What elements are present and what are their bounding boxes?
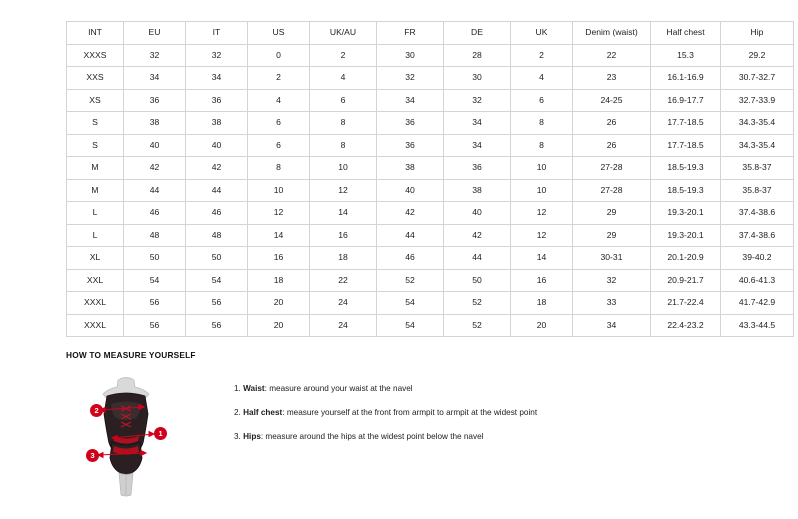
table-cell: 36 bbox=[186, 89, 248, 112]
table-row bbox=[67, 269, 794, 292]
table-cell: 29.2 bbox=[721, 44, 794, 67]
table-cell: 32.7-33.9 bbox=[721, 89, 794, 112]
table-cell: 48 bbox=[186, 224, 248, 247]
table-cell: 36 bbox=[444, 157, 511, 180]
table-cell: 8 bbox=[310, 112, 377, 135]
instruction-term: Waist bbox=[243, 384, 265, 393]
table-cell: 2 bbox=[511, 44, 573, 67]
table-cell: 44 bbox=[124, 179, 186, 202]
table-cell: 8 bbox=[310, 134, 377, 157]
table-cell: 39-40.2 bbox=[721, 247, 794, 270]
table-cell: 16.9-17.7 bbox=[651, 89, 721, 112]
table-cell: 10 bbox=[511, 157, 573, 180]
table-cell: 46 bbox=[186, 202, 248, 225]
table-cell: S bbox=[67, 112, 124, 135]
column-header: UK bbox=[511, 22, 573, 45]
callout-badge-waist: 1 bbox=[154, 427, 167, 440]
table-cell: 56 bbox=[186, 292, 248, 315]
table-cell: 10 bbox=[248, 179, 310, 202]
table-cell: 12 bbox=[248, 202, 310, 225]
table-cell: 20.9-21.7 bbox=[651, 269, 721, 292]
table-cell: 14 bbox=[310, 202, 377, 225]
table-cell: 18 bbox=[511, 292, 573, 315]
table-header-row bbox=[67, 22, 794, 45]
instruction-number: 3. bbox=[234, 431, 241, 441]
table-cell: S bbox=[67, 134, 124, 157]
table-cell: 54 bbox=[377, 292, 444, 315]
table-cell: 35.8-37 bbox=[721, 179, 794, 202]
table-cell: 38 bbox=[444, 179, 511, 202]
table-cell: 54 bbox=[186, 269, 248, 292]
table-cell: 2 bbox=[310, 44, 377, 67]
column-header: INT bbox=[67, 22, 124, 45]
table-cell: 30.7-32.7 bbox=[721, 67, 794, 90]
table-cell: 6 bbox=[248, 134, 310, 157]
table-cell: 33 bbox=[573, 292, 651, 315]
table-row bbox=[67, 224, 794, 247]
table-cell: 34.3-35.4 bbox=[721, 112, 794, 135]
table-cell: 32 bbox=[377, 67, 444, 90]
table-cell: 29 bbox=[573, 224, 651, 247]
table-cell: 37.4-38.6 bbox=[721, 202, 794, 225]
table-cell: 44 bbox=[186, 179, 248, 202]
table-cell: 23 bbox=[573, 67, 651, 90]
table-cell: 38 bbox=[377, 157, 444, 180]
table-cell: M bbox=[67, 157, 124, 180]
table-cell: 37.4-38.6 bbox=[721, 224, 794, 247]
table-cell: 6 bbox=[248, 112, 310, 135]
table-cell: 36 bbox=[377, 112, 444, 135]
table-cell: 29 bbox=[573, 202, 651, 225]
table-cell: 24 bbox=[310, 314, 377, 337]
instruction-term: Hips bbox=[243, 431, 261, 441]
table-cell: 34 bbox=[444, 112, 511, 135]
table-cell: 36 bbox=[124, 89, 186, 112]
table-cell: 56 bbox=[186, 314, 248, 337]
table-row bbox=[67, 112, 794, 135]
table-row bbox=[67, 247, 794, 270]
table-row bbox=[67, 202, 794, 225]
table-cell: 38 bbox=[124, 112, 186, 135]
table-cell: 2 bbox=[248, 67, 310, 90]
table-row bbox=[67, 157, 794, 180]
table-cell: 30-31 bbox=[573, 247, 651, 270]
table-cell: 6 bbox=[310, 89, 377, 112]
table-cell: 52 bbox=[444, 314, 511, 337]
table-cell: 42 bbox=[124, 157, 186, 180]
table-cell: 34 bbox=[124, 67, 186, 90]
table-row bbox=[67, 134, 794, 157]
callout-badge-half-chest: 2 bbox=[90, 404, 103, 417]
table-cell: 50 bbox=[186, 247, 248, 270]
table-cell: 12 bbox=[511, 202, 573, 225]
table-cell: 40 bbox=[444, 202, 511, 225]
table-cell: L bbox=[67, 224, 124, 247]
table-cell: 10 bbox=[511, 179, 573, 202]
table-cell: 46 bbox=[124, 202, 186, 225]
table-cell: XXXL bbox=[67, 292, 124, 315]
table-cell: 40 bbox=[377, 179, 444, 202]
table-cell: 28 bbox=[444, 44, 511, 67]
column-header: EU bbox=[124, 22, 186, 45]
table-cell: 52 bbox=[377, 269, 444, 292]
table-cell: 8 bbox=[248, 157, 310, 180]
size-chart-table bbox=[66, 21, 794, 337]
table-cell: XXXS bbox=[67, 44, 124, 67]
column-header: Hip bbox=[721, 22, 794, 45]
table-cell: 27-28 bbox=[573, 179, 651, 202]
instruction-number: 1. bbox=[234, 384, 241, 393]
table-cell: 30 bbox=[377, 44, 444, 67]
table-cell: 20 bbox=[511, 314, 573, 337]
column-header: US bbox=[248, 22, 310, 45]
table-cell: 36 bbox=[377, 134, 444, 157]
list-item bbox=[234, 384, 537, 394]
instruction-term: Half chest bbox=[243, 407, 283, 417]
table-cell: 44 bbox=[377, 224, 444, 247]
instruction-number: 2. bbox=[234, 407, 241, 417]
table-cell: XXS bbox=[67, 67, 124, 90]
table-cell: 42 bbox=[377, 202, 444, 225]
table-cell: 50 bbox=[124, 247, 186, 270]
column-header: FR bbox=[377, 22, 444, 45]
table-cell: 18 bbox=[310, 247, 377, 270]
instruction-text: : measure around your waist at the navel bbox=[264, 384, 413, 393]
table-cell: 16 bbox=[511, 269, 573, 292]
table-cell: 4 bbox=[511, 67, 573, 90]
table-cell: 14 bbox=[248, 224, 310, 247]
table-cell: 18.5-19.3 bbox=[651, 157, 721, 180]
table-cell: M bbox=[67, 179, 124, 202]
table-cell: 8 bbox=[511, 112, 573, 135]
table-cell: 6 bbox=[511, 89, 573, 112]
table-cell: 21.7-22.4 bbox=[651, 292, 721, 315]
table-cell: 17.7-18.5 bbox=[651, 112, 721, 135]
column-header: Half chest bbox=[651, 22, 721, 45]
table-cell: 40 bbox=[124, 134, 186, 157]
table-cell: XXXL bbox=[67, 314, 124, 337]
table-cell: 18 bbox=[248, 269, 310, 292]
table-cell: L bbox=[67, 202, 124, 225]
table-cell: 54 bbox=[124, 269, 186, 292]
table-cell: 24-25 bbox=[573, 89, 651, 112]
table-cell: 48 bbox=[124, 224, 186, 247]
table-cell: 32 bbox=[444, 89, 511, 112]
how-to-measure-section bbox=[66, 350, 746, 499]
table-row bbox=[67, 179, 794, 202]
table-cell: 32 bbox=[186, 44, 248, 67]
table-cell: 26 bbox=[573, 134, 651, 157]
table-cell: 20 bbox=[248, 314, 310, 337]
table-cell: 12 bbox=[511, 224, 573, 247]
table-cell: 50 bbox=[444, 269, 511, 292]
table-cell: 22 bbox=[573, 44, 651, 67]
table-cell: 22.4-23.2 bbox=[651, 314, 721, 337]
table-cell: 34 bbox=[444, 134, 511, 157]
measure-instructions-list bbox=[234, 384, 537, 456]
table-cell: 56 bbox=[124, 314, 186, 337]
table-cell: 10 bbox=[310, 157, 377, 180]
table-cell: 40 bbox=[186, 134, 248, 157]
table-cell: 0 bbox=[248, 44, 310, 67]
size-chart-container bbox=[66, 21, 776, 337]
table-cell: 42 bbox=[444, 224, 511, 247]
table-cell: 24 bbox=[310, 292, 377, 315]
table-cell: 42 bbox=[186, 157, 248, 180]
table-cell: XS bbox=[67, 89, 124, 112]
table-cell: 34 bbox=[573, 314, 651, 337]
list-item bbox=[234, 432, 537, 442]
list-item bbox=[234, 408, 537, 418]
table-cell: 40.6-41.3 bbox=[721, 269, 794, 292]
table-row bbox=[67, 89, 794, 112]
table-cell: 34.3-35.4 bbox=[721, 134, 794, 157]
table-cell: 34 bbox=[186, 67, 248, 90]
callout-badge-hips: 3 bbox=[86, 449, 99, 462]
table-row bbox=[67, 44, 794, 67]
table-cell: 30 bbox=[444, 67, 511, 90]
table-cell: XL bbox=[67, 247, 124, 270]
column-header: UK/AU bbox=[310, 22, 377, 45]
table-cell: 14 bbox=[511, 247, 573, 270]
table-cell: 44 bbox=[444, 247, 511, 270]
instruction-text: : measure yourself at the front from armpit to armpit at the widest point bbox=[282, 407, 538, 417]
table-cell: 35.8-37 bbox=[721, 157, 794, 180]
table-cell: 4 bbox=[248, 89, 310, 112]
table-cell: 17.7-18.5 bbox=[651, 134, 721, 157]
table-cell: 34 bbox=[377, 89, 444, 112]
table-cell: 20 bbox=[248, 292, 310, 315]
table-cell: 20.1-20.9 bbox=[651, 247, 721, 270]
table-cell: 52 bbox=[444, 292, 511, 315]
table-cell: 43.3-44.5 bbox=[721, 314, 794, 337]
table-cell: 54 bbox=[377, 314, 444, 337]
table-cell: 16 bbox=[248, 247, 310, 270]
table-row bbox=[67, 314, 794, 337]
table-cell: 27-28 bbox=[573, 157, 651, 180]
table-cell: 16 bbox=[310, 224, 377, 247]
column-header: Denim (waist) bbox=[573, 22, 651, 45]
table-cell: 19.3-20.1 bbox=[651, 202, 721, 225]
table-cell: 22 bbox=[310, 269, 377, 292]
column-header: DE bbox=[444, 22, 511, 45]
table-cell: 41.7-42.9 bbox=[721, 292, 794, 315]
table-cell: 15.3 bbox=[651, 44, 721, 67]
table-cell: 26 bbox=[573, 112, 651, 135]
table-cell: 4 bbox=[310, 67, 377, 90]
mannequin-illustration bbox=[66, 374, 186, 499]
table-cell: 16.1-16.9 bbox=[651, 67, 721, 90]
table-cell: 12 bbox=[310, 179, 377, 202]
table-cell: 46 bbox=[377, 247, 444, 270]
table-cell: 32 bbox=[573, 269, 651, 292]
table-cell: XXL bbox=[67, 269, 124, 292]
column-header: IT bbox=[186, 22, 248, 45]
how-to-measure-title: HOW TO MEASURE YOURSELF bbox=[66, 350, 196, 360]
table-cell: 38 bbox=[186, 112, 248, 135]
table-cell: 8 bbox=[511, 134, 573, 157]
table-row bbox=[67, 67, 794, 90]
instruction-text: : measure around the hips at the widest point below the navel bbox=[260, 431, 484, 441]
table-row bbox=[67, 292, 794, 315]
table-cell: 56 bbox=[124, 292, 186, 315]
mannequin-figure bbox=[66, 374, 186, 499]
table-cell: 19.3-20.1 bbox=[651, 224, 721, 247]
how-to-measure-body bbox=[66, 374, 746, 499]
table-cell: 18.5-19.3 bbox=[651, 179, 721, 202]
table-cell: 32 bbox=[124, 44, 186, 67]
